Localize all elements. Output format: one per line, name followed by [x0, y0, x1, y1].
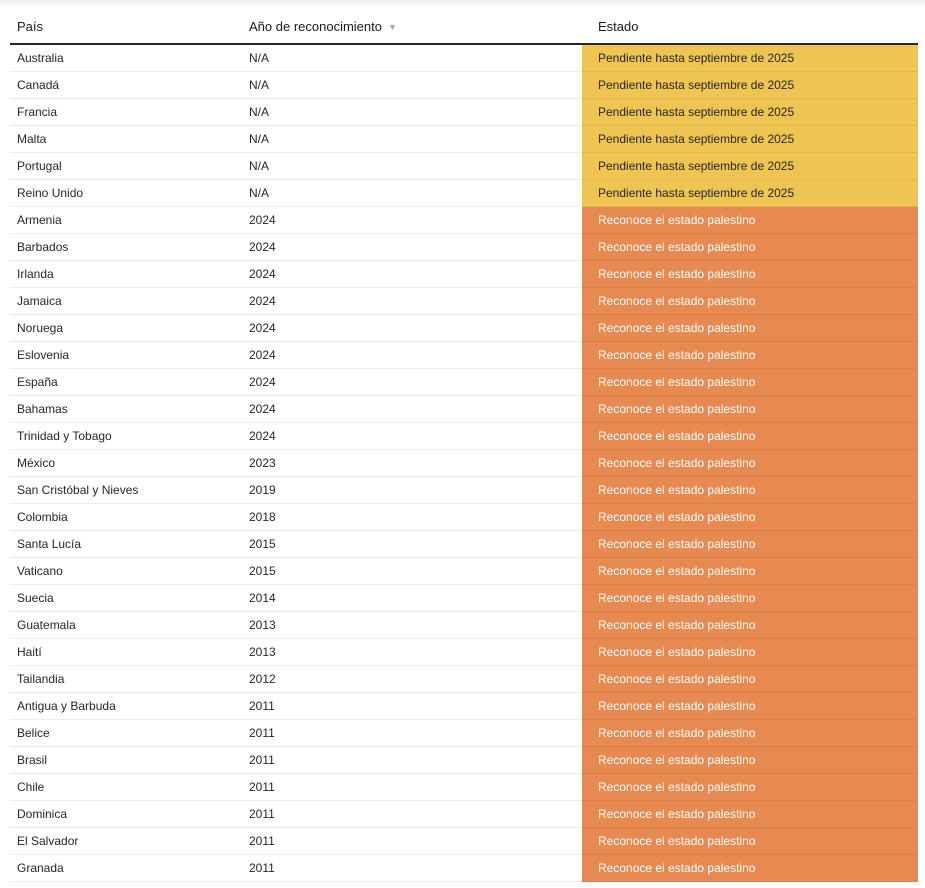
table-row	[10, 261, 918, 288]
recognition-table	[10, 10, 918, 882]
table-row	[10, 207, 918, 234]
cell-year: 2015	[242, 531, 582, 558]
cell-status: Reconoce el estado palestino	[582, 207, 918, 234]
cell-country: Belice	[10, 720, 242, 747]
cell-country: Eslovenia	[10, 342, 242, 369]
cell-year: 2011	[242, 801, 582, 828]
cell-year: N/A	[242, 126, 582, 153]
cell-year: 2014	[242, 585, 582, 612]
table-row	[10, 369, 918, 396]
cell-year: 2012	[242, 666, 582, 693]
cell-year: 2024	[242, 396, 582, 423]
cell-country: Australia	[10, 45, 242, 72]
header-year[interactable]	[242, 19, 582, 34]
cell-year: N/A	[242, 72, 582, 99]
cell-year: 2024	[242, 342, 582, 369]
table-row	[10, 315, 918, 342]
cell-status: Pendiente hasta septiembre de 2025	[582, 72, 918, 99]
cell-country: Vaticano	[10, 558, 242, 585]
header-year-label: Año de reconocimiento	[249, 19, 382, 34]
cell-year: 2024	[242, 261, 582, 288]
cell-status: Reconoce el estado palestino	[582, 504, 918, 531]
cell-country: Dominica	[10, 801, 242, 828]
cell-year: N/A	[242, 153, 582, 180]
cell-status: Reconoce el estado palestino	[582, 774, 918, 801]
table-row	[10, 126, 918, 153]
table-row	[10, 639, 918, 666]
top-shadow	[0, 0, 925, 8]
cell-status: Reconoce el estado palestino	[582, 342, 918, 369]
cell-year: 2024	[242, 234, 582, 261]
cell-country: Suecia	[10, 585, 242, 612]
table-row	[10, 774, 918, 801]
header-status-label: Estado	[598, 19, 639, 34]
cell-year: 2019	[242, 477, 582, 504]
cell-year: 2024	[242, 423, 582, 450]
table-row	[10, 720, 918, 747]
cell-year: 2011	[242, 774, 582, 801]
cell-status: Pendiente hasta septiembre de 2025	[582, 45, 918, 72]
cell-status: Reconoce el estado palestino	[582, 288, 918, 315]
cell-country: Antigua y Barbuda	[10, 693, 242, 720]
cell-year: 2011	[242, 693, 582, 720]
cell-status: Pendiente hasta septiembre de 2025	[582, 153, 918, 180]
cell-country: Francia	[10, 99, 242, 126]
table-row	[10, 693, 918, 720]
cell-status: Reconoce el estado palestino	[582, 315, 918, 342]
cell-year: N/A	[242, 45, 582, 72]
cell-year: 2011	[242, 855, 582, 882]
cell-year: 2013	[242, 612, 582, 639]
table-row	[10, 855, 918, 882]
table-row	[10, 45, 918, 72]
cell-country: Bahamas	[10, 396, 242, 423]
table-row	[10, 99, 918, 126]
cell-status: Reconoce el estado palestino	[582, 639, 918, 666]
cell-status: Reconoce el estado palestino	[582, 234, 918, 261]
cell-country: Santa Lucía	[10, 531, 242, 558]
cell-country: Chile	[10, 774, 242, 801]
sort-down-icon[interactable]: ▼	[387, 21, 397, 32]
cell-country: San Cristóbal y Nieves	[10, 477, 242, 504]
cell-status: Reconoce el estado palestino	[582, 450, 918, 477]
cell-country: Canadá	[10, 72, 242, 99]
cell-status: Reconoce el estado palestino	[582, 396, 918, 423]
cell-year: 2011	[242, 828, 582, 855]
table-row	[10, 288, 918, 315]
cell-year: 2024	[242, 315, 582, 342]
table-row	[10, 450, 918, 477]
cell-status: Reconoce el estado palestino	[582, 369, 918, 396]
cell-status: Pendiente hasta septiembre de 2025	[582, 126, 918, 153]
cell-country: Brasil	[10, 747, 242, 774]
cell-status: Reconoce el estado palestino	[582, 585, 918, 612]
cell-country: Haití	[10, 639, 242, 666]
cell-year: N/A	[242, 99, 582, 126]
cell-status: Reconoce el estado palestino	[582, 801, 918, 828]
cell-country: Trinidad y Tobago	[10, 423, 242, 450]
cell-year: 2011	[242, 747, 582, 774]
table-row	[10, 612, 918, 639]
cell-country: Portugal	[10, 153, 242, 180]
cell-country: Tailandia	[10, 666, 242, 693]
cell-country: Colombia	[10, 504, 242, 531]
cell-year: 2018	[242, 504, 582, 531]
cell-status: Reconoce el estado palestino	[582, 558, 918, 585]
table-row	[10, 477, 918, 504]
cell-status: Reconoce el estado palestino	[582, 261, 918, 288]
cell-country: Granada	[10, 855, 242, 882]
table-row	[10, 180, 918, 207]
table-row	[10, 801, 918, 828]
table-body	[10, 45, 918, 882]
table-row	[10, 396, 918, 423]
cell-status: Reconoce el estado palestino	[582, 477, 918, 504]
header-country-label: País	[17, 19, 44, 34]
cell-status: Pendiente hasta septiembre de 2025	[582, 180, 918, 207]
table-row	[10, 585, 918, 612]
cell-country: España	[10, 369, 242, 396]
cell-year: 2011	[242, 720, 582, 747]
table-header	[10, 10, 918, 45]
table-row	[10, 342, 918, 369]
table-row	[10, 666, 918, 693]
cell-year: 2023	[242, 450, 582, 477]
cell-year: 2024	[242, 207, 582, 234]
header-status[interactable]	[582, 19, 918, 34]
cell-status: Reconoce el estado palestino	[582, 666, 918, 693]
cell-country: Guatemala	[10, 612, 242, 639]
table-row	[10, 747, 918, 774]
cell-country: México	[10, 450, 242, 477]
table-row	[10, 828, 918, 855]
cell-country: El Salvador	[10, 828, 242, 855]
cell-status: Reconoce el estado palestino	[582, 693, 918, 720]
table-row	[10, 504, 918, 531]
cell-country: Armenia	[10, 207, 242, 234]
table-row	[10, 234, 918, 261]
header-country[interactable]	[10, 19, 242, 34]
cell-country: Barbados	[10, 234, 242, 261]
cell-country: Noruega	[10, 315, 242, 342]
cell-status: Reconoce el estado palestino	[582, 855, 918, 882]
table-row	[10, 72, 918, 99]
cell-status: Pendiente hasta septiembre de 2025	[582, 99, 918, 126]
cell-status: Reconoce el estado palestino	[582, 828, 918, 855]
cell-status: Reconoce el estado palestino	[582, 720, 918, 747]
table-row	[10, 153, 918, 180]
table-row	[10, 531, 918, 558]
cell-status: Reconoce el estado palestino	[582, 423, 918, 450]
cell-year: 2015	[242, 558, 582, 585]
cell-country: Malta	[10, 126, 242, 153]
cell-country: Reino Unido	[10, 180, 242, 207]
cell-country: Irlanda	[10, 261, 242, 288]
table-row	[10, 423, 918, 450]
cell-status: Reconoce el estado palestino	[582, 747, 918, 774]
cell-status: Reconoce el estado palestino	[582, 531, 918, 558]
table-row	[10, 558, 918, 585]
cell-year: 2024	[242, 369, 582, 396]
cell-year: N/A	[242, 180, 582, 207]
cell-year: 2013	[242, 639, 582, 666]
cell-year: 2024	[242, 288, 582, 315]
cell-status: Reconoce el estado palestino	[582, 612, 918, 639]
cell-country: Jamaica	[10, 288, 242, 315]
